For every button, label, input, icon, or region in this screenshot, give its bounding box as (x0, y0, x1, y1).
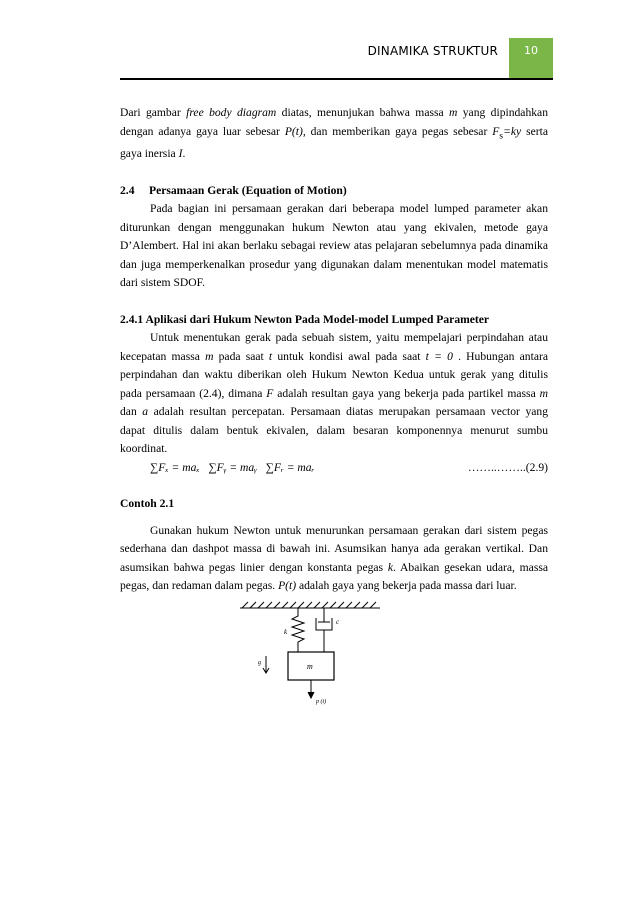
spring-label: k (284, 628, 288, 636)
section-2-4-body: Pada bagian ini persamaan gerakan dari beberapa model lumped parameter akan diturunkan dengan menggunakan hukum Newton atau yang ekivalen, metode gaya D’Alembert. Hal ini akan berlaku sebagai review atas pelajaran sebelumnya pada dinamika dan juga memperkenalkan prosedur yang digunakan dalam menentukan model matematis dari sistem SDOF. (120, 202, 548, 290)
dashpot (316, 608, 332, 652)
text: Dari gambar (120, 106, 187, 119)
page-number: 10 (524, 44, 538, 57)
force-label: p (t) (316, 699, 327, 705)
text: F (492, 124, 500, 138)
text: =ky (503, 124, 522, 138)
text: Gunakan hukum Newton untuk menurunkan persamaan gerakan dari sistem pegas sederhana dan dashpot massa di bawah ini. Asumsikan hanya ada gerakan vertikal. Dan asumsikan bahwa pegas linier dengan konstanta pegas (120, 523, 548, 574)
text: t = 0 (425, 349, 453, 363)
section-heading-2-4-1: 2.4.1 Aplikasi dari Hukum Newton Pada Model-model Lumped Parameter (120, 312, 490, 326)
text: I (178, 147, 183, 161)
text: . Abaikan gesekan udara, massa pegas, dan redaman dalam pegas. (120, 560, 548, 593)
text: m (449, 106, 458, 119)
text: s (499, 129, 504, 141)
text: adalah gaya yang bekerja pada massa dari luar. (296, 579, 517, 593)
spring (292, 608, 304, 652)
text: serta gaya inersia (120, 124, 548, 161)
text: untuk kondisi awal pada saat (272, 349, 426, 363)
text: adalah resultan percepatan. Persamaan diatas merupakan persamaan vector yang dapat ditulis dalam bentuk ekivalen, dalam besaran komponennya menurut sumbu koordinat. (120, 405, 548, 456)
text: k (387, 560, 394, 574)
spring-dashpot-diagram (230, 600, 390, 710)
text: P(t) (278, 579, 297, 593)
text: pada saat (213, 349, 269, 363)
text: , dan memberikan gaya pegas sebesar (302, 124, 493, 138)
example-body (120, 522, 548, 596)
text: F (266, 386, 274, 400)
text: P(t) (284, 124, 303, 138)
page-number-badge (509, 38, 553, 78)
section-heading-2-4: 2.4 Persamaan Gerak (Equation of Motion) (120, 183, 347, 197)
ceiling-hatch (240, 602, 380, 608)
text: . (182, 147, 186, 161)
equation-2-9 (120, 459, 548, 478)
dashpot-label: c (336, 618, 340, 626)
text: Untuk menentukan gerak pada sebuah sistem, yaitu mempelajari perpindahan atau kecepatan massa (120, 331, 548, 363)
mass-label: m (307, 662, 313, 671)
force-arrow (308, 680, 314, 698)
document-body (120, 104, 548, 596)
text: m (205, 349, 214, 363)
text: . Hubungan antara perpindahan dan waktu diberikan oleh Hukum Newton Kedua untuk gerak yang ditulis pada persamaan (2.4), dimana (120, 349, 548, 400)
example-heading: Contoh 2.1 (120, 497, 175, 511)
text: diatas, menunjukan bahwa massa (276, 106, 450, 119)
gravity-label: g (258, 660, 261, 666)
section-2-4-1-body (120, 329, 548, 459)
text: adalah resultan gaya yang bekerja pada partikel massa (273, 386, 540, 400)
intro-paragraph (120, 104, 548, 164)
gravity-arrow (263, 656, 269, 673)
text: free body diagram (186, 106, 277, 119)
text: a (142, 405, 149, 419)
text: yang dipindahkan dengan adanya gaya luar sebesar (120, 106, 548, 138)
text: t (268, 349, 273, 363)
equation-number: ……..……..(2.9) (467, 460, 548, 474)
text: m (539, 386, 548, 400)
header-rule (120, 78, 553, 80)
text: dan (120, 405, 143, 419)
equation-text: ∑Fₓ = maₓ ∑Fᵧ = maᵧ ∑Fᵣ = maᵣ (150, 460, 315, 474)
header-title: DINAMIKA STRUKTUR (367, 44, 498, 58)
